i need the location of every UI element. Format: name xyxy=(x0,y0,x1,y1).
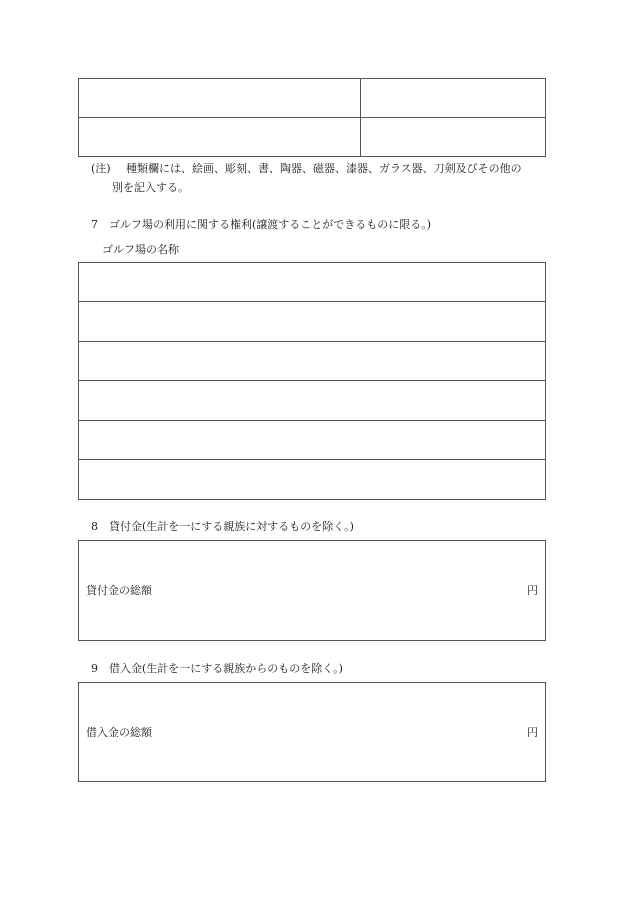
table-cell xyxy=(79,263,546,302)
section-8-heading: 8 貸付金(生計を一にする親族に対するものを除く。) xyxy=(91,520,354,533)
table-cell xyxy=(79,79,361,118)
table-cell xyxy=(79,118,361,157)
art-items-table xyxy=(78,78,546,157)
note-marker: (注) xyxy=(91,162,111,175)
table-row xyxy=(79,381,546,421)
section-7-subheading: ゴルフ場の名称 xyxy=(102,243,179,256)
borrowing-box xyxy=(78,682,546,782)
table-cell xyxy=(361,118,546,157)
note-line-1: 種類欄には、絵画、彫刻、書、陶器、磁器、漆器、ガラス器、刀剣及びその他の xyxy=(126,162,522,175)
table-cell xyxy=(79,302,546,342)
borrowing-label: 借入金の総額 xyxy=(86,726,152,739)
table-cell xyxy=(79,460,546,500)
table-row xyxy=(79,302,546,342)
note-line-2: 別を記入する。 xyxy=(112,181,189,194)
table-row xyxy=(79,118,546,157)
table-row xyxy=(79,79,546,118)
loan-receivable-box xyxy=(78,540,546,641)
golf-course-table xyxy=(78,262,546,500)
section-7-heading: 7 ゴルフ場の利用に関する権利(譲渡することができるものに限る。) xyxy=(91,218,432,231)
table-cell xyxy=(79,421,546,460)
loan-receivable-label: 貸付金の総額 xyxy=(86,584,152,597)
table-cell xyxy=(361,79,546,118)
section-9-heading: 9 借入金(生計を一にする親族からのものを除く。) xyxy=(91,662,343,675)
table-cell xyxy=(79,342,546,381)
table-row xyxy=(79,263,546,302)
table-row xyxy=(79,460,546,500)
borrowing-unit: 円 xyxy=(527,726,538,739)
table-row xyxy=(79,342,546,381)
table-row xyxy=(79,421,546,460)
table-cell xyxy=(79,381,546,421)
loan-receivable-unit: 円 xyxy=(527,584,538,597)
